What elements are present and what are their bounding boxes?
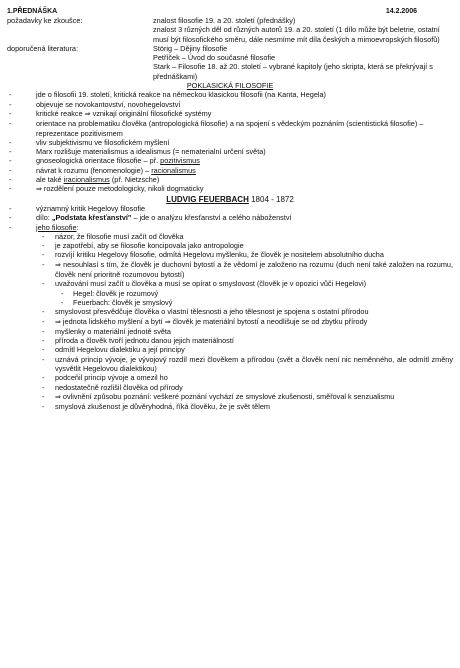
- arrow-right-icon: ⇒: [36, 186, 42, 194]
- list-item: - ⇒ rozdělení pouze metodologicky, nikoli dogmaticky: [7, 184, 453, 194]
- literature-item: Petříček – Úvod do současné filosofie: [153, 53, 276, 63]
- literature-item: Stark – Filosofie 18. až 20. století – vybrané kapitoly (jeho skripta, která se překrývají s přednáškami): [153, 62, 433, 81]
- sub-list-item: - názor, že filosofie musí začít od člověka: [36, 232, 453, 241]
- list-item: - jeho filosofie: - názor, že filosofie musí začít od člověka - je zapotřebí, aby se filosofie koncipovala jako antropologie - rozvíjí kritiku Hegelovy filosofie, odmítá Hegelovu myšlenku, že člověk je nositelem absolutního ducha - ⇒ nesouhlasí s tím, že člověk je duchovní bytostí a že vědomí je založeno na rozumu (duch není také založen na rozumu, člověk není prioritně rozumovou bytostí) - uvažování musí začít u člověka a musí se opírat o smyslovost (člověk je v opozici vůči Hegelovi) - Hegel: člověk je rozumový - Feuerbach: člověk je smyslový - smyslovost přesvědčuje člověka o vlastní tělesnosti a jeho tělesnost je spojena s ostatní přírodou - ⇒ jednota lidského myšlení a bytí ⇒ člověk je materiální bytostí a neodlišuje se od zbytku přírody - myšlenky o materiální jednotě světa - příroda a člověk tvoří jednotu danou jejich materiálností - odmítl Hegelovu dialektiku a její principy - uznává princip vývoje, je vývojový rozdíl mezi člověkem a přírodou (svět a člověk není nic neměnného, ale odmítl změny vysvětlit Hegelovou dialektikou) - podceňil princip vývoje a omezil ho - nedostatečně rozlišil člověka od přírody - ⇒ ovlivnění způsobu poznání: veškeré poznání vychází ze smyslové zkušenosti, směřoval k senzualismu - smyslová zkušenost je důvěryhodná, říká člověku, že je svět tělem: [7, 223, 453, 412]
- contrast-item: - Hegel: člověk je rozumový: [55, 289, 453, 298]
- literature-block: [7, 44, 453, 81]
- lecture-date: 14.2.2006: [385, 8, 417, 15]
- sub-list-item: - ⇒ ovlivnění způsobu poznání: veškeré poznání vychází ze smyslové zkušenosti, směřoval k senzualismu: [36, 392, 453, 402]
- literature-label: doporučená literatura:: [7, 43, 78, 53]
- requirements-label: požadavky ke zkoušce:: [7, 16, 83, 25]
- list-item: - objevuje se novokantovství, novohegelovství: [7, 100, 453, 109]
- lecture-title: 1.PŘEDNÁŠKA: [7, 8, 58, 15]
- list-item: - Marx rozlišuje materialismus a idealismus (= nematerialní určení světa): [7, 147, 453, 156]
- list-item: - jde o filosofii 19. století, kritická reakce na německou klasickou filosofii (na Kanta, Hegela): [7, 90, 453, 99]
- literature-item: Störig – Dějiny filosofie: [153, 43, 228, 53]
- list-item: - kritické reakce ⇒ vznikají originální filosofické systémy: [7, 109, 453, 119]
- sub-list-item: - odmítl Hegelovu dialektiku a její principy: [36, 345, 453, 354]
- sub-list-item: - rozvíjí kritiku Hegelovy filosofie, odmítá Hegelovu myšlenku, že člověk je nositelem absolutního ducha: [36, 250, 453, 259]
- sub-list-item: - uznává princip vývoje, je vývojový rozdíl mezi člověkem a přírodou (svět a člověk není nic neměnného, ale odmítl změny vysvětlit Hegelovou dialektikou): [36, 355, 453, 374]
- arrow-right-icon: ⇒: [55, 393, 61, 401]
- list-item: - gnoseologická orientace filosofie – př. pozitivismus: [7, 156, 453, 165]
- contrast-item: - Feuerbach: člověk je smyslový: [55, 298, 453, 307]
- sub-list-item: - podceňil princip vývoje a omezil ho: [36, 373, 453, 382]
- list-item: - orientace na problematiku člověka (antropologická filosofie) a na spojení s vědeckým poznáním (scientistická filosofie) – reprezentace pozitivismem: [7, 119, 453, 138]
- sub-list-item: - ⇒ jednota lidského myšlení a bytí ⇒ člověk je materiální bytostí a neodlišuje se od zbytku přírody: [36, 317, 453, 327]
- requirements-line-1: znalost filosofie 19. a 20. století (přednášky): [153, 16, 296, 25]
- sub-list-item: - ⇒ nesouhlasí s tím, že člověk je duchovní bytostí a že vědomí je založeno na rozumu (duch není také založen na rozumu, člověk není prioritně rozumovou bytostí): [36, 260, 453, 280]
- postclassical-list: [7, 90, 453, 194]
- sub-list-item: - myšlenky o materiální jednotě světa: [36, 327, 453, 336]
- document-page: [7, 7, 453, 411]
- list-item: - dílo: „Podstata křesťanství" – jde o analýzu křesťanství a celého náboženství: [7, 213, 453, 222]
- sub-list-item: - je zapotřebí, aby se filosofie koncipovala jako antropologie: [36, 241, 453, 250]
- philosopher-name: LUDVIG FEUERBACH: [166, 194, 249, 204]
- sub-list-item: - nedostatečně rozlišil člověka od přírody: [36, 383, 453, 392]
- section-title-feuerbach: [7, 195, 453, 204]
- sub-list-item: - smyslová zkušenost je důvěryhodná, říká člověku, že je svět tělem: [36, 402, 453, 411]
- feuerbach-list: [7, 204, 453, 412]
- arrow-right-icon: ⇒: [55, 318, 61, 326]
- list-item: - vliv subjektivismu ve filosofickém myšlení: [7, 138, 453, 147]
- section-title-postclassical: POKLASICKÁ FILOSOFIE: [186, 81, 274, 91]
- sub-list-item: - smyslovost přesvědčuje člověka o vlastní tělesnosti a jeho tělesnost je spojena s ostatní přírodou: [36, 307, 453, 316]
- arrow-right-icon: ⇒: [164, 318, 171, 326]
- arrow-right-icon: ⇒: [55, 261, 61, 269]
- sub-list-item: - uvažování musí začít u člověka a musí se opírat o smyslovost (člověk je v opozici vůči Hegelovi) - Hegel: člověk je rozumový - Feuerbach: člověk je smyslový: [36, 279, 453, 307]
- requirements-line-2: znalost 3 různých děl od různých autorů 19. a 20. století (1 dílo může být beletrie, ostatní musí být filosofického směru, dále nesmíme mít díla českých a mimoevropských filosofů): [153, 25, 440, 44]
- philosophy-sublist: [36, 232, 453, 412]
- list-item: - ale také iracionalismus (př. Nietzsche): [7, 175, 453, 184]
- contrast-list: [55, 289, 453, 308]
- list-item: - návrat k rozumu (fenomenologie) – racionalismus: [7, 166, 453, 175]
- sub-list-item: - příroda a člověk tvoří jednotu danou jejich materiálností: [36, 336, 453, 345]
- list-item: - významný kritik Hegelovy filosofie: [7, 204, 453, 213]
- page-header: [7, 7, 453, 16]
- philosopher-years: 1804 - 1872: [251, 194, 294, 204]
- requirements-block: [7, 16, 453, 25]
- arrow-right-icon: ⇒: [84, 110, 91, 118]
